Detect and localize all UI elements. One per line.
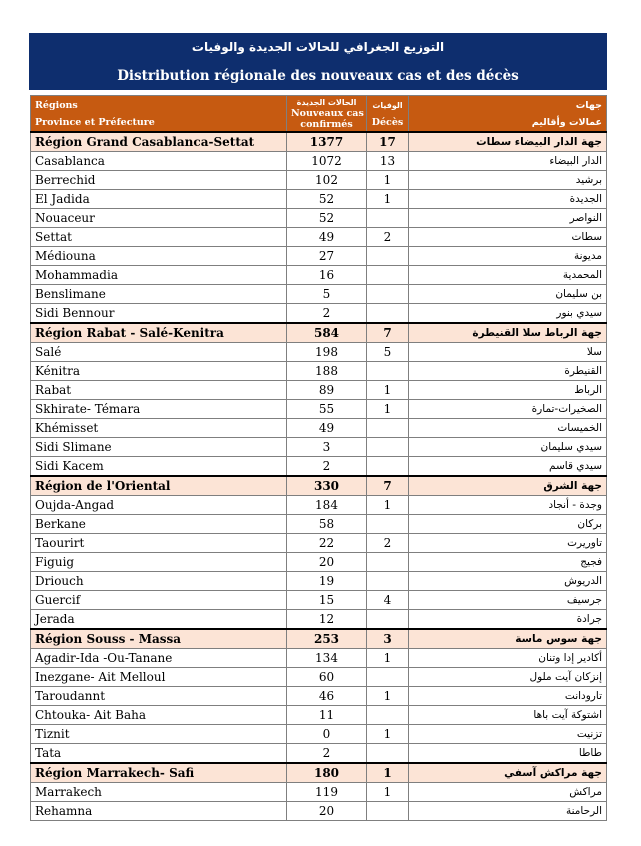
name-cell: Figuig — [31, 553, 287, 572]
cases-cell: 180 — [287, 763, 367, 783]
title-banner — [29, 33, 607, 90]
header-deaths-fr: Décès — [371, 116, 404, 128]
arabic-name-cell: سطات — [409, 228, 607, 247]
deaths-cell — [367, 304, 409, 324]
deaths-cell — [367, 744, 409, 764]
table-row — [31, 553, 607, 572]
header-cases-cell — [287, 96, 367, 133]
name-cell: Chtouka- Ait Baha — [31, 706, 287, 725]
table-row — [31, 419, 607, 438]
table-row — [31, 783, 607, 802]
name-cell: Nouaceur — [31, 209, 287, 228]
table-row — [31, 515, 607, 534]
cases-cell: 11 — [287, 706, 367, 725]
deaths-cell: 1 — [367, 763, 409, 783]
table-row — [31, 706, 607, 725]
name-cell: Benslimane — [31, 285, 287, 304]
arabic-name-cell: مديونة — [409, 247, 607, 266]
table-row — [31, 668, 607, 687]
region-row — [31, 476, 607, 496]
region-row — [31, 763, 607, 783]
deaths-cell — [367, 668, 409, 687]
cases-cell: 330 — [287, 476, 367, 496]
name-cell: Khémisset — [31, 419, 287, 438]
arabic-name-cell: إنزكان آيت ملول — [409, 668, 607, 687]
deaths-cell: 3 — [367, 629, 409, 649]
name-cell: Tata — [31, 744, 287, 764]
name-cell: Tiznit — [31, 725, 287, 744]
name-cell: Région Grand Casablanca-Settat — [31, 132, 287, 152]
cases-cell: 3 — [287, 438, 367, 457]
deaths-cell: 2 — [367, 534, 409, 553]
deaths-cell: 5 — [367, 343, 409, 362]
arabic-name-cell: تارودانت — [409, 687, 607, 706]
cases-cell: 1072 — [287, 152, 367, 171]
deaths-cell: 17 — [367, 132, 409, 152]
cases-cell: 0 — [287, 725, 367, 744]
name-cell: Inezgane- Ait Melloul — [31, 668, 287, 687]
table-row — [31, 209, 607, 228]
name-cell: Berrechid — [31, 171, 287, 190]
deaths-cell: 1 — [367, 190, 409, 209]
cases-cell: 20 — [287, 553, 367, 572]
deaths-cell — [367, 706, 409, 725]
deaths-cell — [367, 419, 409, 438]
header-regions-cell — [31, 96, 287, 133]
header-cases-fr-1: Nouveaux cas — [291, 108, 364, 119]
table-row — [31, 228, 607, 247]
cases-cell: 15 — [287, 591, 367, 610]
name-cell: Skhirate- Témara — [31, 400, 287, 419]
cases-cell: 58 — [287, 515, 367, 534]
name-cell: Région Rabat - Salé-Kenitra — [31, 323, 287, 343]
arabic-name-cell: بركان — [409, 515, 607, 534]
header-deaths-cell — [367, 96, 409, 133]
name-cell: Settat — [31, 228, 287, 247]
header-cases-arabic: الحالات الجديدة — [296, 98, 357, 107]
cases-cell: 2 — [287, 744, 367, 764]
cases-cell: 198 — [287, 343, 367, 362]
title-arabic: التوزيع الجغرافي للحالات الجديدة والوفيات — [191, 40, 445, 54]
table-row — [31, 649, 607, 668]
arabic-name-cell: طاطا — [409, 744, 607, 764]
name-cell: Région de l'Oriental — [31, 476, 287, 496]
arabic-name-cell: سيدي سليمان — [409, 438, 607, 457]
deaths-cell — [367, 266, 409, 285]
name-cell: Jerada — [31, 610, 287, 630]
name-cell: Casablanca — [31, 152, 287, 171]
name-cell: Sidi Bennour — [31, 304, 287, 324]
name-cell: Driouch — [31, 572, 287, 591]
arabic-name-cell: الرباط — [409, 381, 607, 400]
deaths-cell: 1 — [367, 687, 409, 706]
table-row — [31, 687, 607, 706]
region-row — [31, 323, 607, 343]
name-cell: Rabat — [31, 381, 287, 400]
table-row — [31, 247, 607, 266]
arabic-name-cell: تاوريرت — [409, 534, 607, 553]
table-row — [31, 802, 607, 821]
arabic-name-cell: اشتوكة آيت باها — [409, 706, 607, 725]
arabic-name-cell: سيدي قاسم — [409, 457, 607, 477]
deaths-cell: 1 — [367, 171, 409, 190]
cases-cell: 19 — [287, 572, 367, 591]
name-cell: Région Marrakech- Safi — [31, 763, 287, 783]
name-cell: Sidi Slimane — [31, 438, 287, 457]
deaths-cell: 7 — [367, 323, 409, 343]
table-row — [31, 725, 607, 744]
deaths-cell — [367, 553, 409, 572]
cases-cell: 89 — [287, 381, 367, 400]
cases-cell: 184 — [287, 496, 367, 515]
cases-cell: 49 — [287, 228, 367, 247]
header-arabic-cell — [409, 96, 607, 133]
name-cell: Agadir-Ida -Ou-Tanane — [31, 649, 287, 668]
header-row — [31, 96, 607, 133]
deaths-cell — [367, 802, 409, 821]
arabic-name-cell: برشيد — [409, 171, 607, 190]
cases-cell: 20 — [287, 802, 367, 821]
header-deaths-arabic: الوفيات — [372, 100, 403, 110]
cases-cell: 49 — [287, 419, 367, 438]
deaths-cell: 1 — [367, 725, 409, 744]
deaths-cell — [367, 515, 409, 534]
region-row — [31, 629, 607, 649]
cases-cell: 55 — [287, 400, 367, 419]
arabic-name-cell: سلا — [409, 343, 607, 362]
deaths-cell — [367, 209, 409, 228]
deaths-cell: 1 — [367, 400, 409, 419]
arabic-name-cell: جرادة — [409, 610, 607, 630]
arabic-name-cell: بن سليمان — [409, 285, 607, 304]
cases-cell: 188 — [287, 362, 367, 381]
table-row — [31, 400, 607, 419]
cases-cell: 46 — [287, 687, 367, 706]
table-row — [31, 572, 607, 591]
deaths-cell — [367, 362, 409, 381]
header-regions-label: Régions — [35, 99, 78, 111]
cases-cell: 102 — [287, 171, 367, 190]
arabic-name-cell: الدار البيضاء — [409, 152, 607, 171]
name-cell: Médiouna — [31, 247, 287, 266]
arabic-name-cell: الصخيرات-تمارة — [409, 400, 607, 419]
name-cell: El Jadida — [31, 190, 287, 209]
deaths-cell: 1 — [367, 381, 409, 400]
arabic-name-cell: أكادير إدا وتنان — [409, 649, 607, 668]
name-cell: Oujda-Angad — [31, 496, 287, 515]
deaths-cell: 7 — [367, 476, 409, 496]
arabic-name-cell: الجديدة — [409, 190, 607, 209]
title-french: Distribution régionale des nouveaux cas et des décès — [117, 68, 519, 84]
deaths-cell — [367, 285, 409, 304]
name-cell: Kénitra — [31, 362, 287, 381]
cases-cell: 60 — [287, 668, 367, 687]
deaths-cell — [367, 457, 409, 477]
arabic-name-cell: النواصر — [409, 209, 607, 228]
name-cell: Guercif — [31, 591, 287, 610]
table-row — [31, 190, 607, 209]
table-body — [31, 96, 607, 821]
header-province-arabic: عمالات وأقاليم — [531, 116, 602, 128]
table-row — [31, 438, 607, 457]
deaths-cell: 1 — [367, 649, 409, 668]
cases-cell: 134 — [287, 649, 367, 668]
arabic-name-cell: جهة الرباط سلا القنيطرة — [409, 323, 607, 343]
arabic-name-cell: جرسيف — [409, 591, 607, 610]
name-cell: Rehamna — [31, 802, 287, 821]
table-row — [31, 362, 607, 381]
arabic-name-cell: جهة الدار البيضاء سطات — [409, 132, 607, 152]
arabic-name-cell: سيدي بنور — [409, 304, 607, 324]
table-row — [31, 266, 607, 285]
cases-cell: 2 — [287, 457, 367, 477]
cases-cell: 52 — [287, 209, 367, 228]
table-row — [31, 381, 607, 400]
name-cell: Mohammadia — [31, 266, 287, 285]
arabic-name-cell: جهة الشرق — [409, 476, 607, 496]
deaths-cell — [367, 247, 409, 266]
deaths-cell — [367, 610, 409, 630]
deaths-cell: 4 — [367, 591, 409, 610]
arabic-name-cell: المحمدية — [409, 266, 607, 285]
table-row — [31, 610, 607, 630]
header-province-label: Province et Préfecture — [35, 116, 155, 128]
name-cell: Taroudannt — [31, 687, 287, 706]
arabic-name-cell: الدريوش — [409, 572, 607, 591]
name-cell: Taourirt — [31, 534, 287, 553]
cases-cell: 12 — [287, 610, 367, 630]
arabic-name-cell: القنيطرة — [409, 362, 607, 381]
arabic-name-cell: مراكش — [409, 783, 607, 802]
arabic-name-cell: جهة سوس ماسة — [409, 629, 607, 649]
table-row — [31, 496, 607, 515]
arabic-name-cell: الخميسات — [409, 419, 607, 438]
cases-cell: 16 — [287, 266, 367, 285]
deaths-cell: 2 — [367, 228, 409, 247]
table-row — [31, 152, 607, 171]
table-row — [31, 343, 607, 362]
name-cell: Sidi Kacem — [31, 457, 287, 477]
header-cases-fr-2: confirmés — [300, 119, 353, 130]
cases-cell: 5 — [287, 285, 367, 304]
table-row — [31, 285, 607, 304]
arabic-name-cell: فجيج — [409, 553, 607, 572]
cases-cell: 2 — [287, 304, 367, 324]
deaths-cell: 13 — [367, 152, 409, 171]
distribution-table — [30, 95, 607, 821]
table-row — [31, 457, 607, 477]
region-row — [31, 132, 607, 152]
cases-cell: 22 — [287, 534, 367, 553]
deaths-cell — [367, 572, 409, 591]
cases-cell: 253 — [287, 629, 367, 649]
table-row — [31, 591, 607, 610]
cases-cell: 584 — [287, 323, 367, 343]
name-cell: Marrakech — [31, 783, 287, 802]
deaths-cell: 1 — [367, 783, 409, 802]
arabic-name-cell: تزنيت — [409, 725, 607, 744]
arabic-name-cell: وجدة - أنجاد — [409, 496, 607, 515]
table-row — [31, 171, 607, 190]
table-row — [31, 304, 607, 324]
deaths-cell — [367, 438, 409, 457]
cases-cell: 52 — [287, 190, 367, 209]
table-row — [31, 534, 607, 553]
arabic-name-cell: جهة مراكش آسفي — [409, 763, 607, 783]
arabic-name-cell: الرحامنة — [409, 802, 607, 821]
name-cell: Salé — [31, 343, 287, 362]
table-row — [31, 744, 607, 764]
deaths-cell: 1 — [367, 496, 409, 515]
header-regions-arabic: جهات — [575, 99, 602, 111]
cases-cell: 1377 — [287, 132, 367, 152]
cases-cell: 27 — [287, 247, 367, 266]
name-cell: Berkane — [31, 515, 287, 534]
name-cell: Région Souss - Massa — [31, 629, 287, 649]
cases-cell: 119 — [287, 783, 367, 802]
